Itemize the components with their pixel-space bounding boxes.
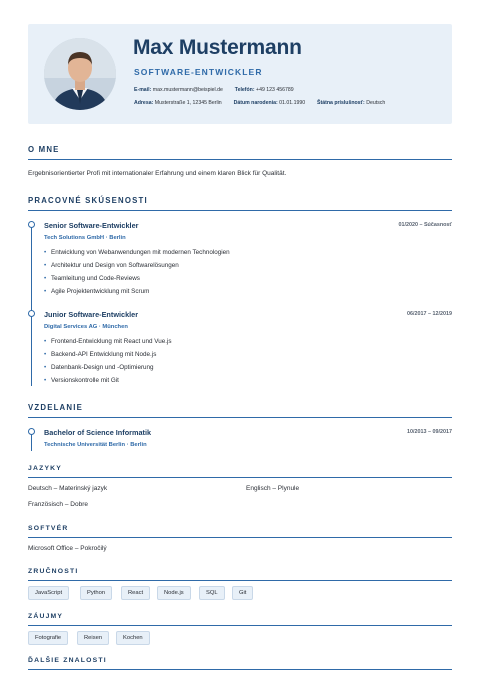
timeline-dot	[28, 310, 35, 317]
job-bullet: • Entwicklung von Webanwendungen mit modernen Technologien	[44, 249, 230, 256]
job-title: Senior Software-Entwickler	[44, 221, 139, 230]
section-additional-heading: ĎALŠIE ZNALOSTI	[28, 657, 452, 670]
contact-row-1	[134, 87, 294, 93]
nationality-value: Deutsch	[366, 100, 386, 106]
education-degree: Bachelor of Science Informatik	[44, 428, 152, 437]
email-label: E-mail:	[134, 87, 152, 93]
language-item: Englisch – Plynule	[246, 485, 300, 492]
person-portrait-icon	[44, 38, 116, 110]
job-bullet: • Architektur und Design von Softwarelösungen	[44, 262, 179, 269]
job-title: Junior Software-Entwickler	[44, 310, 139, 319]
skill-tag: SQL	[199, 586, 225, 600]
skill-tag: JavaScript	[28, 586, 69, 600]
section-education-heading: VZDELANIE	[28, 403, 452, 418]
profile-photo	[44, 38, 116, 110]
section-software-heading: SOFTVÉR	[28, 525, 452, 538]
about-text: Ergebnisorientierter Profi mit internationaler Erfahrung und einem klaren Blick für Qualität.	[28, 170, 287, 177]
section-interests-heading: ZÁUJMY	[28, 613, 452, 626]
job-bullet: • Agile Projektentwicklung mit Scrum	[44, 288, 149, 295]
education-date: 10/2013 – 09/2017	[407, 429, 452, 435]
section-languages-heading: JAZYKY	[28, 465, 452, 478]
experience-timeline	[31, 224, 32, 386]
contact-row-2	[134, 100, 385, 106]
skill-tag: Node.js	[157, 586, 191, 600]
cv-header	[28, 24, 452, 124]
skill-tag: Git	[232, 586, 253, 600]
interest-tag: Kochen	[116, 631, 150, 645]
job-bullet: • Backend-API Entwicklung mit Node.js	[44, 351, 156, 358]
address-value: Musterstraße 1, 12345 Berlin	[154, 100, 222, 106]
section-experience-heading: PRACOVNÉ SKÚSENOSTI	[28, 196, 452, 211]
job-company: Digital Services AG · München	[44, 324, 128, 330]
job-bullet: • Versionskontrolle mit Git	[44, 377, 119, 384]
timeline-dot	[28, 428, 35, 435]
education-school: Technische Universität Berlin · Berlin	[44, 442, 147, 448]
job-bullet: • Datenbank-Design und -Optimierung	[44, 364, 154, 371]
skill-tag: React	[121, 586, 150, 600]
section-skills-heading: ZRUČNOSTI	[28, 568, 452, 581]
birth-label: Dátum narodenia:	[233, 100, 278, 106]
candidate-name: Max Mustermann	[133, 36, 302, 59]
language-item: Deutsch – Materinský jazyk	[28, 485, 108, 492]
candidate-title: SOFTWARE-ENTWICKLER	[134, 67, 263, 77]
section-about-heading: O MNE	[28, 145, 452, 160]
job-bullet: • Teamleitung und Code-Reviews	[44, 275, 140, 282]
job-date: 01/2020 – Súčasnosť	[398, 222, 452, 228]
email-value: max.mustermann@beispiel.de	[152, 87, 223, 93]
job-company: Tech Solutions GmbH · Berlin	[44, 235, 126, 241]
skill-tag: Python	[80, 586, 112, 600]
phone-label: Telefón:	[234, 87, 255, 93]
job-bullet: • Frontend-Entwicklung mit React und Vue.js	[44, 338, 172, 345]
language-item: Französisch – Dobre	[28, 501, 88, 508]
address-label: Adresa:	[134, 100, 154, 106]
interest-tag: Fotografie	[28, 631, 68, 645]
job-date: 06/2017 – 12/2019	[407, 311, 452, 317]
phone-value: +49 123 456789	[256, 87, 294, 93]
nationality-label: Štátna príslušnosť:	[317, 100, 365, 106]
interest-tag: Reisen	[77, 631, 109, 645]
birth-value: 01.01.1990	[279, 100, 306, 106]
timeline-dot	[28, 221, 35, 228]
software-item: Microsoft Office – Pokročilý	[28, 545, 107, 552]
